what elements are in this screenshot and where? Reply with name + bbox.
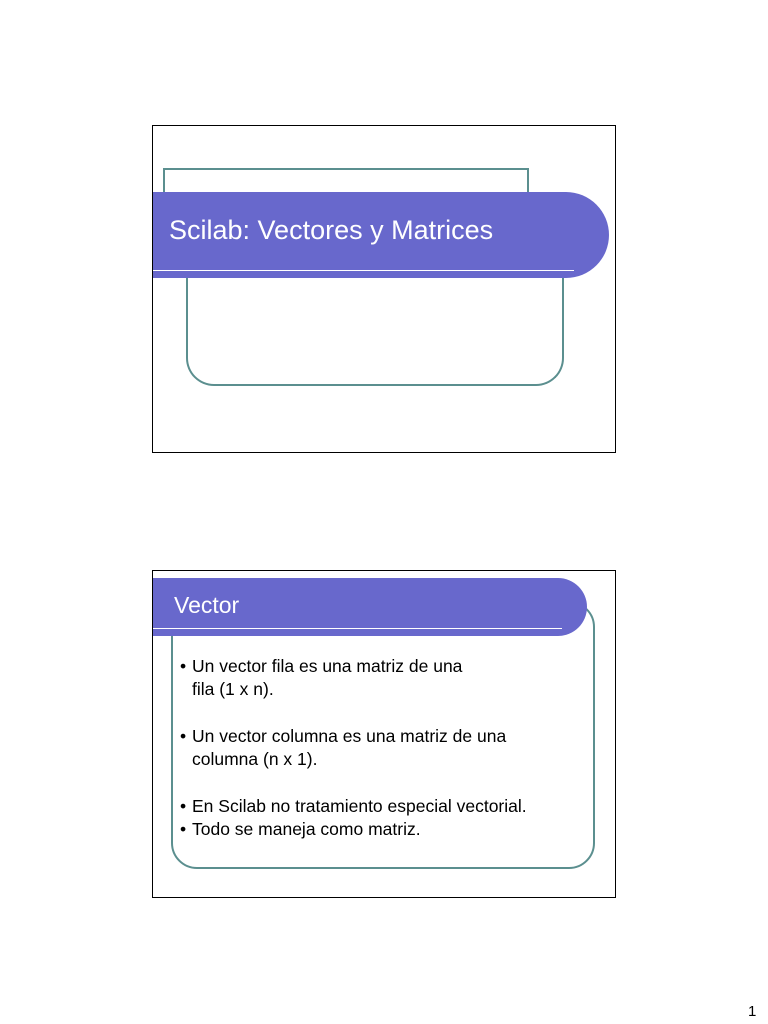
slide-2-bullet-list <box>180 655 600 841</box>
bullet-line: • En Scilab no tratamiento especial vectorial. <box>192 796 527 816</box>
bullet-line: fila (1 x n). <box>192 679 274 699</box>
slide-1-bottom-frame <box>186 276 564 386</box>
bullet-item <box>180 655 600 701</box>
bullet-line: • Un vector fila es una matriz de una <box>192 656 463 676</box>
slide-1-title: Scilab: Vectores y Matrices <box>169 215 494 245</box>
bullet-item <box>180 725 600 771</box>
bullet-line: columna (n x 1). <box>192 749 318 769</box>
slide-1 <box>152 125 616 453</box>
bullet-item <box>180 818 600 841</box>
slide-1-band-underline <box>153 270 574 271</box>
bullet-line: • Un vector columna es una matriz de una <box>192 726 507 746</box>
slide-2-title: Vector <box>174 592 240 618</box>
slide-2-band-underline <box>153 628 562 629</box>
page-number: 1 <box>748 1003 757 1020</box>
bullet-item <box>180 795 600 818</box>
bullet-line: • Todo se maneja como matriz. <box>192 819 421 839</box>
slide-2 <box>152 570 616 898</box>
